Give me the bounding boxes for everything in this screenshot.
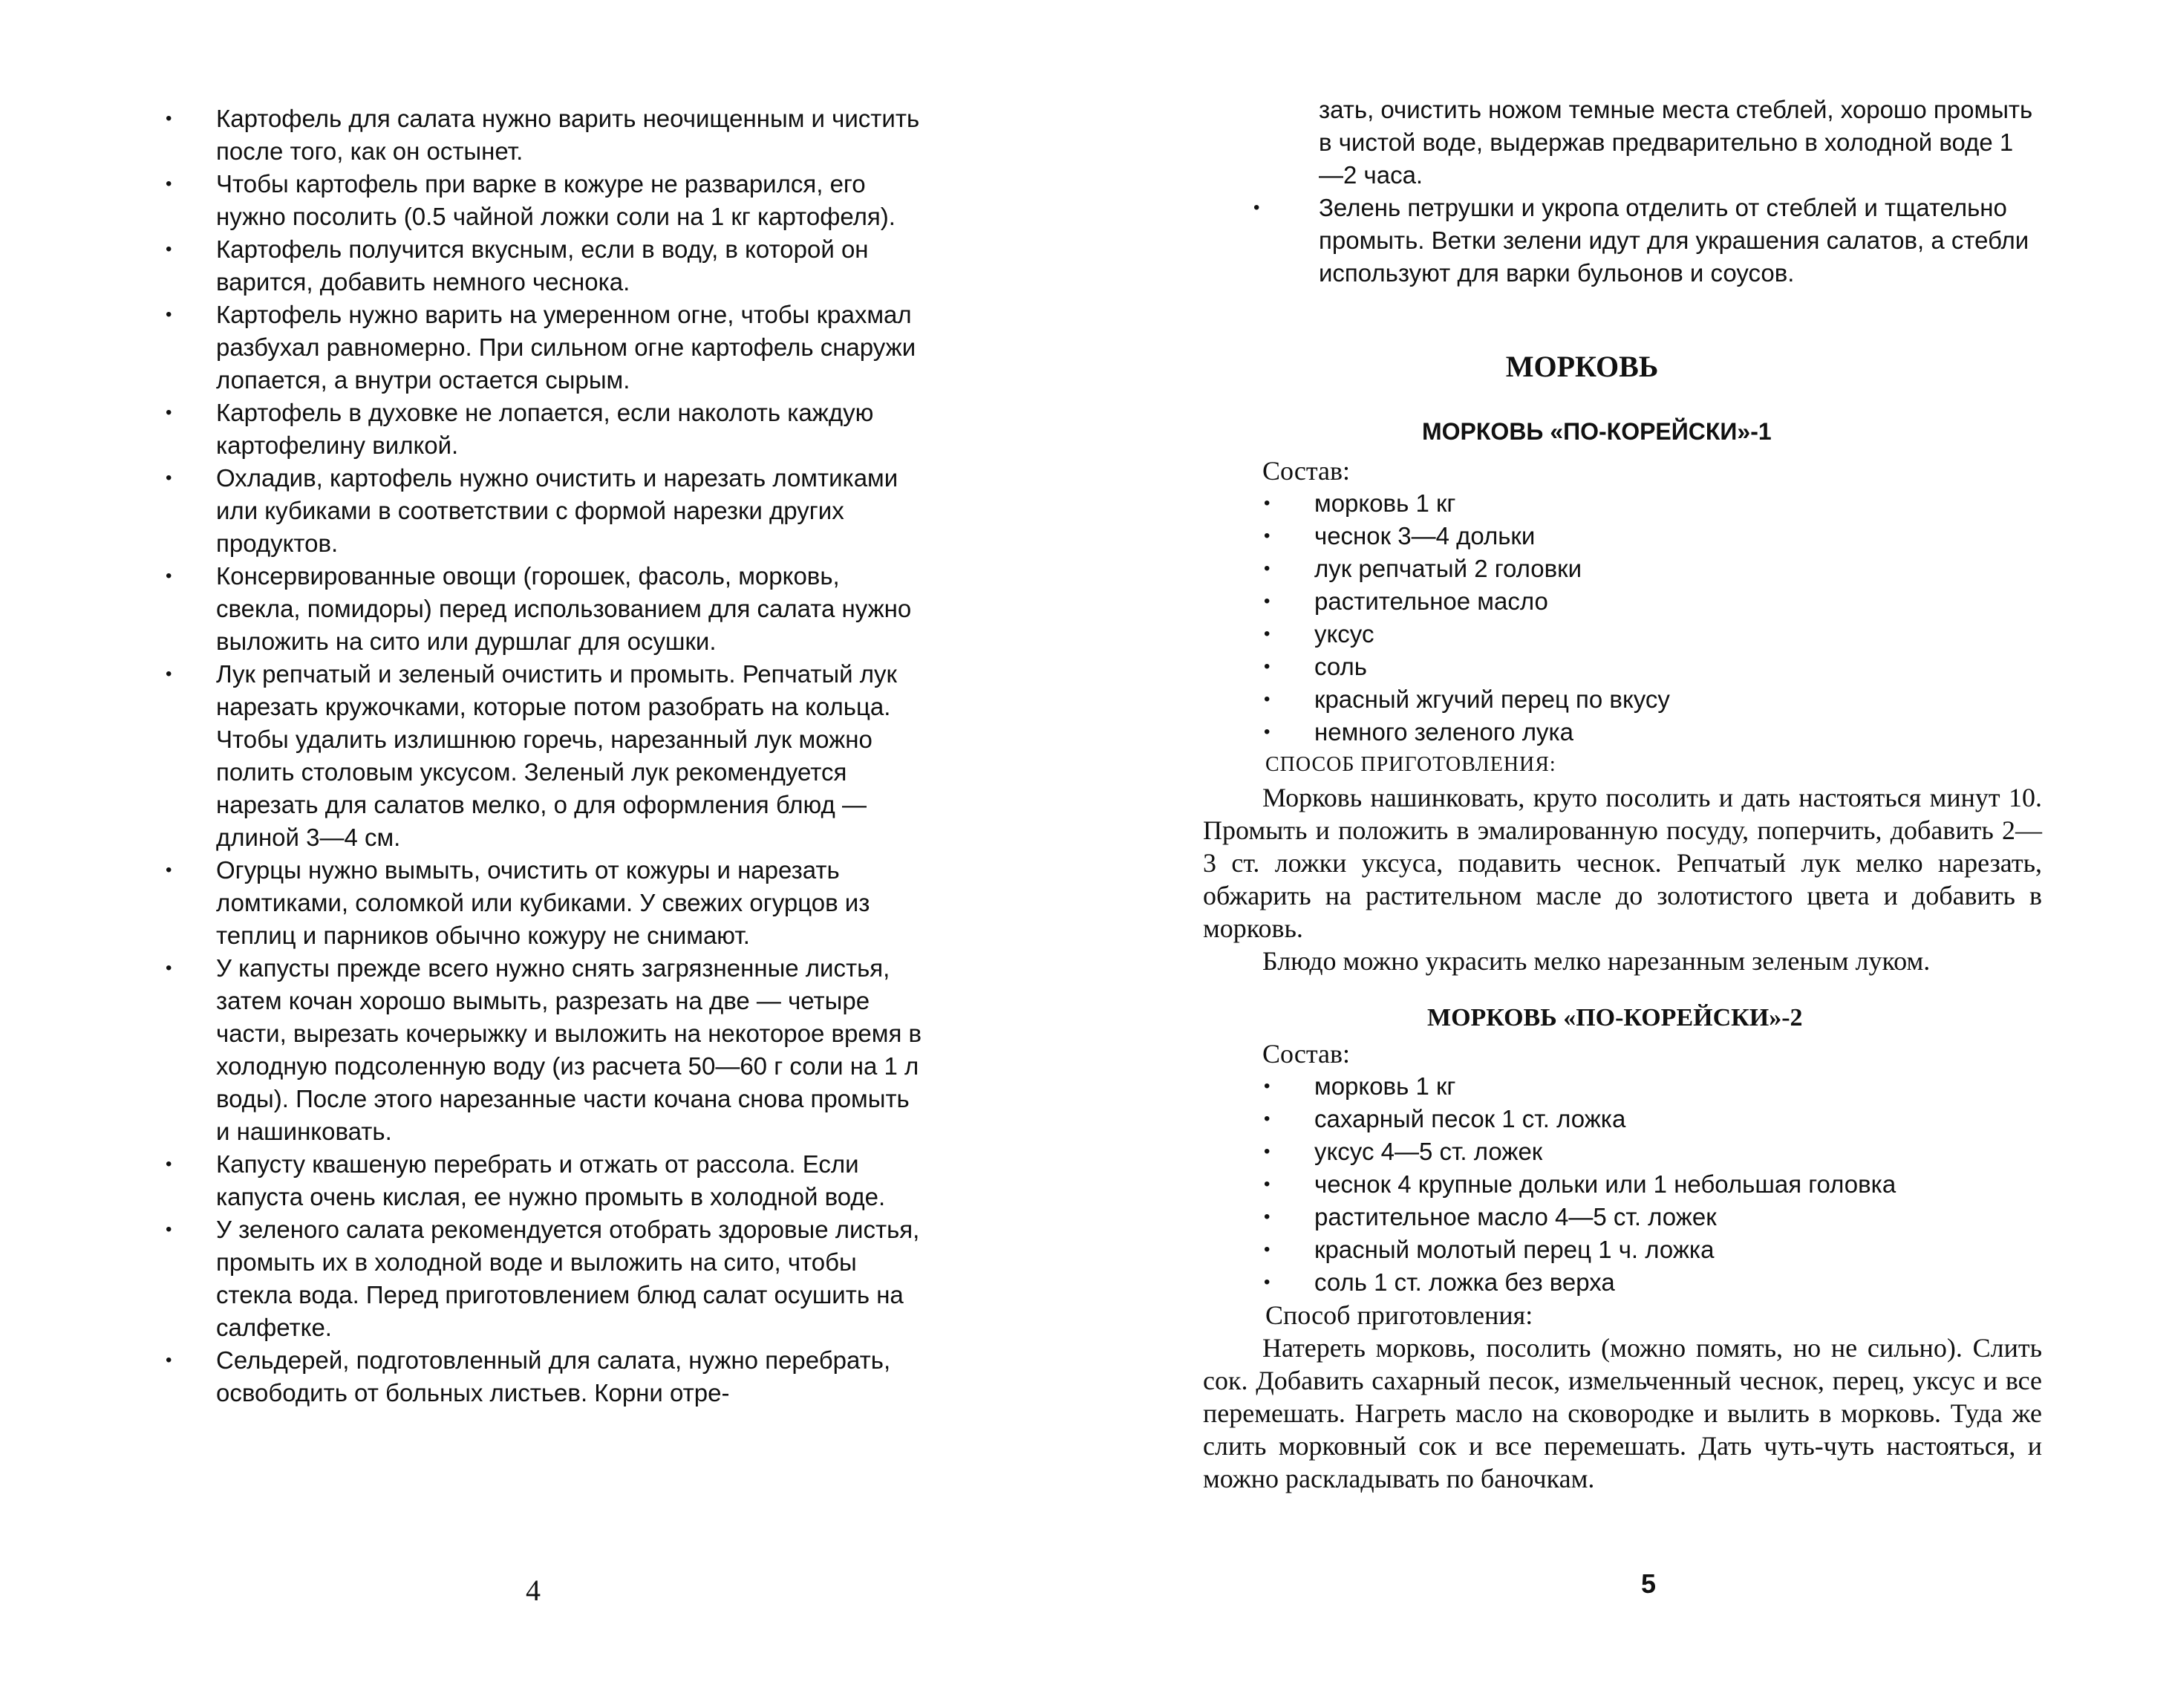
- list-item: [160, 462, 924, 560]
- list-item: [1247, 192, 2035, 290]
- tips-list: [160, 102, 924, 1409]
- tip-text: Капусту квашеную перебрать и отжать от рассола. Если капуста очень кислая, ее нужно промыть в холодной воде.: [216, 1150, 886, 1210]
- ingredient-item: [1203, 1266, 2042, 1299]
- tip-text: Картофель нужно варить на умеренном огне, чтобы крахмал разбухал равномерно. При сильном огне картофель снаружи лопается, а внутри остается сырым.: [216, 301, 916, 394]
- list-item: [160, 1344, 924, 1409]
- left-page: [0, 0, 1084, 1708]
- method-label: СПОСОБ ПРИГОТОВЛЕНИЯ:: [1265, 753, 1556, 776]
- bullet-icon: •: [166, 402, 172, 423]
- ingredient-text: морковь 1 кг: [1314, 1072, 1456, 1100]
- list-item: [160, 854, 924, 952]
- bullet-icon: •: [1253, 198, 1260, 218]
- list-item: [160, 1148, 924, 1213]
- continued-tips-list: [1247, 94, 2035, 290]
- bullet-icon: •: [166, 1154, 172, 1174]
- ingredient-item: [1203, 1233, 2042, 1266]
- page-number: 4: [526, 1574, 541, 1607]
- bullet-icon: •: [1264, 1174, 1271, 1194]
- list-item: [160, 1213, 924, 1344]
- ingredients-label: Состав:: [1262, 1039, 1351, 1069]
- ingredient-text: морковь 1 кг: [1314, 489, 1456, 517]
- tip-text: Картофель получится вкусным, если в воду, в которой он варится, добавить немного чеснока.: [216, 235, 869, 296]
- method-paragraph: Блюдо можно украсить мелко нарезанным зеленым луком.: [1262, 946, 1931, 976]
- ingredients-list: [1203, 1070, 2042, 1299]
- method-paragraph: Морковь нашинковать, круто посолить и дать настояться минут 10. Промыть и положить в эмалированную посуду, поперчить, добавить 2—3 ст. ложки уксуса, подавить чеснок. Репчатый лук мелко нарезать, обжарить на растительном масле до золотистого цвета и добавить в морковь.: [1203, 783, 2042, 943]
- tip-text: Лук репчатый и зеленый очистить и промыть. Репчатый лук нарезать кружочками, которые потом разобрать на кольца. Чтобы удалить излишнюю горечь, нарезанный лук можно полить столовым уксусом. Зеленый лук рекомендуется нарезать для салатов мелко, о для оформления блюд — длиной 3—4 см.: [216, 660, 897, 851]
- tip-text: У капусты прежде всего нужно снять загрязненные листья, затем кочан хорошо вымыть, разрезать на две — четыре части, вырезать кочерыжку и выложить на некоторое время в холодную подсоленную воду (из расчета 50—60 г соли на 1 л воды). После этого нарезанные части кочана снова промыть и нашинковать.: [216, 954, 922, 1145]
- bullet-icon: •: [1264, 624, 1271, 644]
- list-item: [160, 233, 924, 299]
- bullet-icon: •: [166, 174, 172, 194]
- bullet-icon: •: [1264, 558, 1271, 578]
- right-page: [1084, 0, 2169, 1708]
- method-label: Способ приготовления:: [1265, 1300, 1533, 1330]
- bullet-icon: •: [1264, 1239, 1271, 1259]
- list-item: [160, 658, 924, 854]
- recipe: [1203, 1037, 2042, 1495]
- ingredient-item: [1203, 618, 2042, 651]
- ingredient-item: [1203, 1168, 2042, 1201]
- ingredient-item: [1203, 585, 2042, 618]
- bullet-icon: •: [1264, 1109, 1271, 1129]
- list-item: [160, 952, 924, 1148]
- ingredient-item: [1203, 1103, 2042, 1135]
- bullet-icon: •: [1264, 689, 1271, 709]
- bullet-icon: •: [1264, 656, 1271, 677]
- bullet-icon: •: [166, 304, 172, 325]
- bullet-icon: •: [1264, 1076, 1271, 1096]
- ingredient-text: сахарный песок 1 ст. ложка: [1314, 1105, 1626, 1132]
- ingredient-text: уксус: [1314, 620, 1374, 648]
- bullet-icon: •: [1264, 591, 1271, 611]
- bullet-icon: •: [166, 566, 172, 586]
- ingredient-item: [1203, 1201, 2042, 1233]
- bullet-icon: •: [166, 958, 172, 978]
- bullet-icon: •: [166, 239, 172, 259]
- ingredient-item: [1203, 683, 2042, 716]
- ingredient-item: [1203, 553, 2042, 585]
- bullet-icon: •: [166, 860, 172, 880]
- ingredient-text: красный молотый перец 1 ч. ложка: [1314, 1236, 1715, 1263]
- bullet-icon: •: [1264, 493, 1271, 513]
- continuation-text: зать, очистить ножом темные места стеблей, хорошо промыть в чистой воде, выдержав предварительно в холодной воде 1—2 часа.: [1319, 96, 2033, 189]
- page-number: 5: [1641, 1568, 1657, 1599]
- list-item: [160, 560, 924, 658]
- tip-text: Картофель в духовке не лопается, если наколоть каждую картофелину вилкой.: [216, 399, 874, 459]
- bullet-icon: •: [166, 1219, 172, 1239]
- ingredients-list: [1203, 487, 2042, 749]
- recipe: [1203, 454, 2042, 977]
- bullet-icon: •: [1264, 1272, 1271, 1292]
- ingredient-item: [1203, 651, 2042, 683]
- tip-text: Зелень петрушки и укропа отделить от стеблей и тщательно промыть. Ветки зелени идут для украшения салатов, а стебли используют для варки бульонов и соусов.: [1319, 194, 2029, 287]
- recipe-title: МОРКОВЬ «ПО-КОРЕЙСКИ»-2: [1427, 1004, 1803, 1031]
- ingredient-text: растительное масло 4—5 ст. ложек: [1314, 1203, 1717, 1231]
- method-paragraph: Натереть морковь, посолить (можно помять, но не сильно). Слить сок. Добавить сахарный песок, измельченный чеснок, перец, уксус и все перемешать. Нагреть масло на сковородке и вылить в морковь. Туда же слить морковный сок и все перемешать. Дать чуть-чуть настояться, и можно раскладывать по баночкам.: [1203, 1333, 2042, 1493]
- ingredient-item: [1203, 487, 2042, 520]
- tip-text: Чтобы картофель при варке в кожуре не разварился, его нужно посолить (0.5 чайной ложки соли на 1 кг картофеля).: [216, 170, 896, 230]
- bullet-icon: •: [1264, 722, 1271, 742]
- list-item: [160, 397, 924, 462]
- ingredient-text: чеснок 3—4 дольки: [1314, 522, 1536, 550]
- ingredient-item: [1203, 1135, 2042, 1168]
- ingredient-text: соль 1 ст. ложка без верха: [1314, 1268, 1615, 1296]
- bullet-icon: •: [166, 664, 172, 684]
- ingredient-text: растительное масло: [1314, 587, 1548, 615]
- ingredient-item: [1203, 520, 2042, 553]
- tip-text: Охладив, картофель нужно очистить и нарезать ломтиками или кубиками в соответствии с формой нарезки других продуктов.: [216, 464, 898, 557]
- list-item: [160, 102, 924, 168]
- bullet-icon: •: [166, 468, 172, 488]
- tip-text: Консервированные овощи (горошек, фасоль, морковь, свекла, помидоры) перед использованием для салата нужно выложить на сито или дуршлаг для осушки.: [216, 562, 912, 655]
- bullet-icon: •: [1264, 526, 1271, 546]
- ingredient-text: соль: [1314, 653, 1367, 680]
- tip-text: Огурцы нужно вымыть, очистить от кожуры и нарезать ломтиками, соломкой или кубиками. У свежих огурцов из теплиц и парников обычно кожуру не снимают.: [216, 856, 870, 949]
- tip-text: Сельдерей, подготовленный для салата, нужно перебрать, освободить от больных листьев. Корни отре-: [216, 1346, 891, 1407]
- list-item: [160, 168, 924, 233]
- bullet-icon: •: [166, 1350, 172, 1370]
- ingredient-item: [1203, 1070, 2042, 1103]
- ingredient-text: немного зеленого лука: [1314, 718, 1573, 746]
- ingredient-text: чеснок 4 крупные дольки или 1 небольшая головка: [1314, 1170, 1896, 1198]
- tip-text: У зеленого салата рекомендуется отобрать здоровые листья, промыть их в холодной воде и выложить на сито, чтобы стекла вода. Перед приготовлением блюд салат осушить на салфетке.: [216, 1216, 920, 1341]
- list-item: [160, 299, 924, 397]
- bullet-icon: •: [166, 108, 172, 128]
- bullet-icon: •: [1264, 1141, 1271, 1161]
- section-title: МОРКОВЬ: [1505, 350, 1659, 383]
- ingredient-text: красный жгучий перец по вкусу: [1314, 685, 1670, 713]
- ingredient-text: уксус 4—5 ст. ложек: [1314, 1138, 1543, 1165]
- ingredient-item: [1203, 716, 2042, 749]
- bullet-icon: •: [1264, 1207, 1271, 1227]
- ingredients-label: Состав:: [1262, 456, 1351, 486]
- recipe-title: МОРКОВЬ «ПО-КОРЕЙСКИ»-1: [1422, 418, 1772, 445]
- ingredient-text: лук репчатый 2 головки: [1314, 555, 1582, 582]
- tip-text: Картофель для салата нужно варить неочищенным и чистить после того, как он остынет.: [216, 105, 920, 165]
